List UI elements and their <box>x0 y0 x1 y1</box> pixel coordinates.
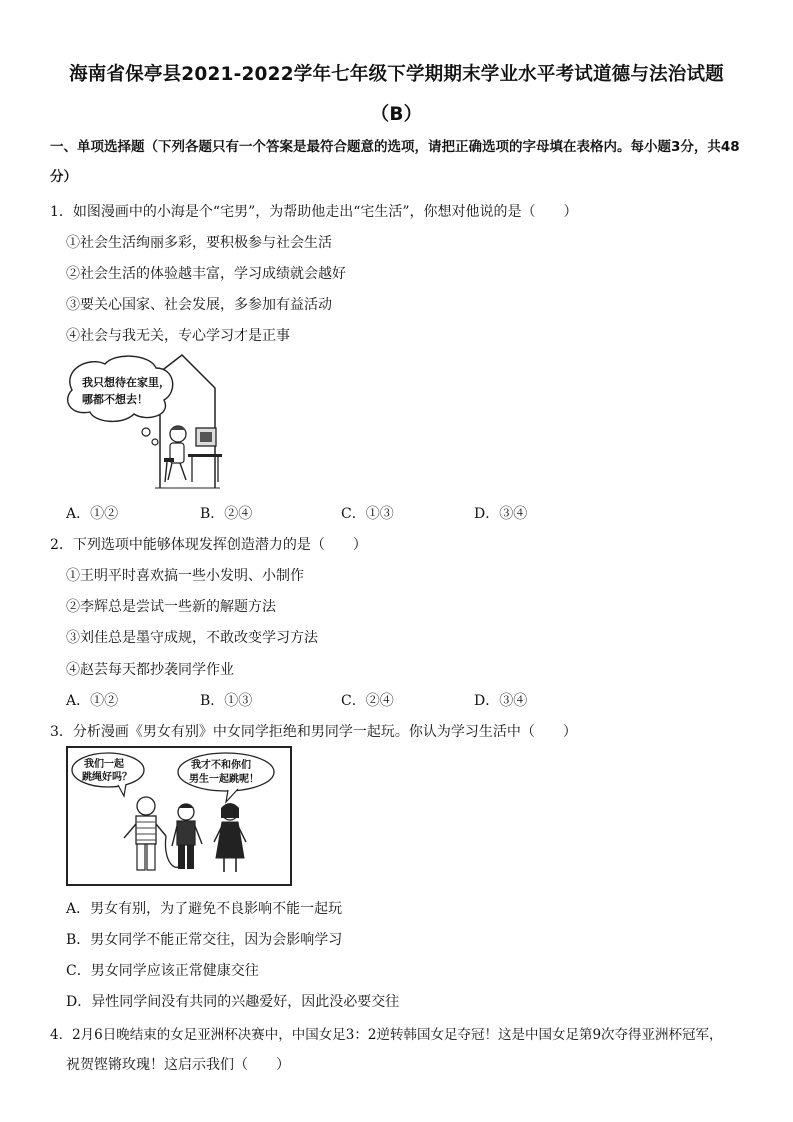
cartoon-left-bubble-1: 我们一起 <box>84 759 124 770</box>
question-2-choice-d[interactable]: D．③④ <box>474 693 528 709</box>
question-3-stem: 3．分析漫画《男女有别》中女同学拒绝和男同学一起玩。你认为学习生活中（ ） <box>50 724 577 740</box>
question-2-item-3: ③刘佳总是墨守成规，不敢改变学习方法 <box>66 630 318 646</box>
section-heading: 一、单项选择题（下列各题只有一个答案是最符合题意的选项，请把正确选项的字母填在表格内。每小题3分，共48分） <box>50 139 740 185</box>
question-2-choice-a[interactable]: A．①② <box>66 693 119 709</box>
question-4-stem-line-2: 祝贺铿锵玫瑰！这启示我们（ ） <box>66 1057 290 1073</box>
question-2-item-1: ①王明平时喜欢搞一些小发明、小制作 <box>66 568 304 584</box>
exam-title-version: （B） <box>370 104 423 125</box>
question-1-choice-c[interactable]: C．①③ <box>341 506 394 522</box>
question-4-stem-line-1: 4．2月6日晚结束的女足亚洲杯决赛中，中国女足3：2逆转韩国女足夺冠！这是中国女足第9次夺得亚洲杯冠军， <box>50 1027 723 1043</box>
question-1-choice-a[interactable]: A．①② <box>66 506 119 522</box>
question-3-choice-c[interactable]: C．男女同学应该正常健康交往 <box>66 963 259 979</box>
bubble-text-line-2: 哪都不想去！ <box>82 393 148 406</box>
cartoon-left-bubble-2: 跳绳好吗？ <box>82 772 132 783</box>
question-1-item-3: ③要关心国家、社会发展，多参加有益活动 <box>66 297 332 313</box>
homebody-cartoon <box>60 350 240 492</box>
question-1-item-4: ④社会与我无关，专心学习才是正事 <box>66 328 290 344</box>
question-2-item-2: ②李辉总是尝试一些新的解题方法 <box>66 599 276 615</box>
question-3-choice-d[interactable]: D．异性同学间没有共同的兴趣爱好，因此没必要交往 <box>66 994 400 1010</box>
question-1-item-1: ①社会生活绚丽多彩，要积极参与社会生活 <box>66 235 332 251</box>
gender-cartoon <box>66 746 292 886</box>
cartoon-right-bubble-1: 我才不和你们 <box>191 760 251 771</box>
question-2-choice-b[interactable]: B．①③ <box>200 693 253 709</box>
exam-title: 海南省保亭县2021-2022学年七年级下学期期末学业水平考试道德与法治试题 <box>69 64 724 85</box>
question-1-item-2: ②社会生活的体验越丰富，学习成绩就会越好 <box>66 266 346 282</box>
question-3-choice-a[interactable]: A．男女有别，为了避免不良影响不能一起玩 <box>66 901 343 917</box>
question-3-choice-b[interactable]: B．男女同学不能正常交往，因为会影响学习 <box>66 932 343 948</box>
bubble-text-line-1: 我只想待在家里， <box>82 376 170 389</box>
question-1-choice-b[interactable]: B．②④ <box>200 506 253 522</box>
cartoon-right-bubble-2: 男生一起跳呢！ <box>189 774 259 785</box>
question-1-stem: 1．如图漫画中的小海是个“宅男”，为帮助他走出“宅生活”，你想对他说的是（ ） <box>50 204 578 220</box>
question-2-item-4: ④赵芸每天都抄袭同学作业 <box>66 662 234 678</box>
question-1-choice-d[interactable]: D．③④ <box>474 506 528 522</box>
question-2-stem: 2．下列选项中能够体现发挥创造潜力的是（ ） <box>50 537 367 553</box>
question-2-choice-c[interactable]: C．②④ <box>341 693 394 709</box>
